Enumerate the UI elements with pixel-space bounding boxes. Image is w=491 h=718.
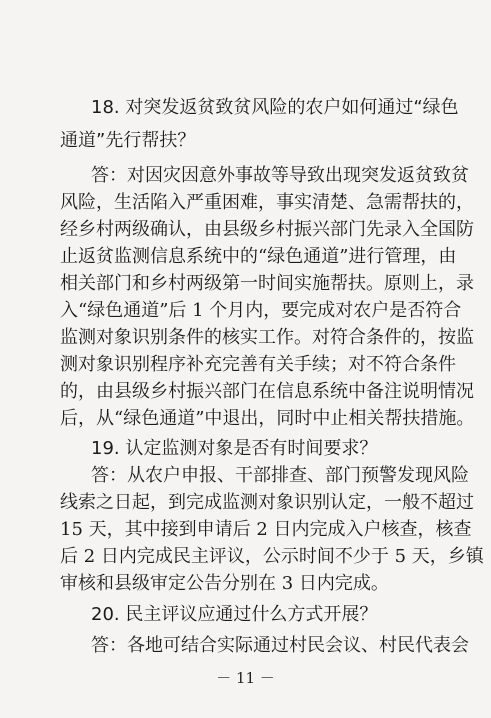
question-20-line-1: 20. 民主评议应通过什么方式开展？ (91, 604, 378, 625)
answer-18-line-9: 的，由县级乡村振兴部门在信息系统中备注说明情况 (60, 381, 474, 402)
answer-19-line-5: 审核和县级审定公告分别在 3 日内完成。 (60, 573, 389, 594)
question-18-line-2: 通道”先行帮扶？ (60, 130, 196, 151)
question-18-line-1: 18. 对突发返贫致贫风险的农户如何通过“绿色 (91, 97, 459, 118)
answer-18-line-7: 监测对象识别条件的核实工作。对符合条件的，按监 (60, 327, 474, 348)
answer-18-line-5: 相关部门和乡村两级第一时间实施帮扶。原则上，录 (60, 273, 474, 294)
answer-18-line-1: 答：对因灾因意外事故等导致出现突发返贫致贫 (91, 165, 469, 186)
answer-19-line-2: 线索之日起，到完成监测对象识别认定，一般不超过 (60, 492, 474, 513)
answer-18-line-4: 止返贫监测信息系统中的“绿色通道”进行管理，由 (60, 246, 457, 267)
answer-19-line-1: 答：从农户申报、干部排查、部门预警发现风险 (91, 465, 469, 486)
answer-18-line-2: 风险，生活陷入严重困难，事实清楚、急需帮扶的， (60, 192, 474, 213)
answer-18-line-8: 测对象识别程序补充完善有关手续；对不符合条件 (60, 354, 456, 375)
answer-18-line-10: 后，从“绿色通道”中退出，同时中止相关帮扶措施。 (60, 408, 475, 429)
answer-18-line-6: 入“绿色通道”后 1 个月内，要完成对农户是否符合 (60, 300, 462, 321)
page-number: － 11 － (216, 669, 275, 687)
question-19-line-1: 19. 认定监测对象是否有时间要求？ (91, 438, 378, 459)
answer-20-line-1: 答：各地可结合实际通过村民会议、村民代表会 (91, 635, 469, 656)
answer-19-line-3: 15 天，其中接到申请后 2 日内完成入户核查，核查 (60, 519, 472, 540)
answer-19-line-4: 后 2 日内完成民主评议，公示时间不少于 5 天，乡镇 (60, 546, 484, 567)
answer-18-line-3: 经乡村两级确认，由县级乡村振兴部门先录入全国防 (60, 219, 474, 240)
